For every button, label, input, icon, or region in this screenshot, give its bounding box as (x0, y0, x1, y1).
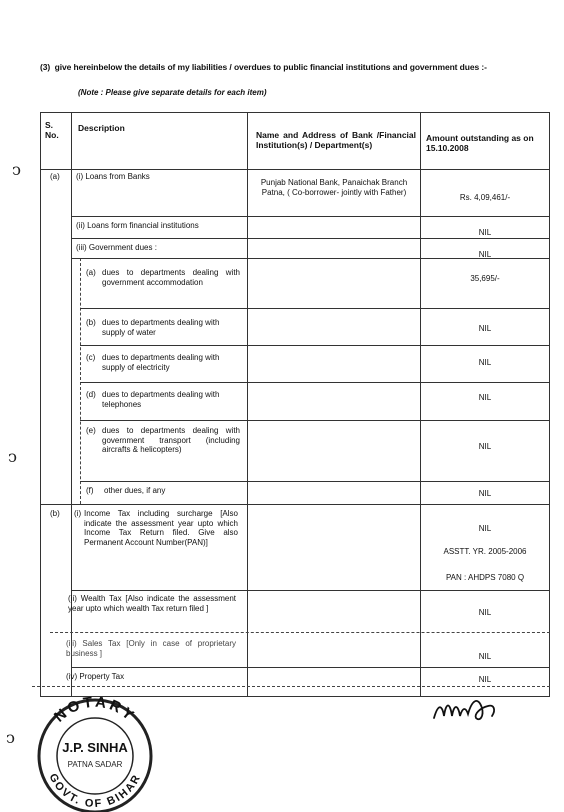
row-b-i-description: Income Tax including surcharge [Also indicate the assessment year upto which Income Tax Return filed. Give also Permanent Account Number(PAN)] (84, 509, 238, 547)
row-a-ii-amount: NIL (478, 228, 492, 237)
sub-a-label: (a) (86, 268, 96, 277)
margin-mark-3: ↄ (6, 728, 15, 747)
row-b-i-amount-1: NIL (478, 524, 492, 533)
section-intro (40, 62, 487, 72)
stamp-place: PATNA SADAR (67, 760, 123, 769)
sub-a-description: dues to departments dealing with government accommodation (102, 268, 240, 287)
sub-a-amount: 35,695/- (470, 274, 500, 283)
row-a-i-amount: Rs. 4,09,461/- (459, 193, 511, 202)
row-b-i-amount-3: PAN : AHDPS 7080 Q (445, 573, 525, 582)
row-a-iii-amount: NIL (478, 250, 492, 259)
header-bank: Name and Address of Bank /Financial Institution(s) / Department(s) (256, 130, 416, 150)
svg-text:GOVT. OF BIHAR (46, 772, 143, 811)
row-a-ii-description: (ii) Loans form financial institutions (76, 221, 199, 230)
header-sno: S. No. (45, 120, 59, 140)
sub-d-label: (d) (86, 390, 96, 399)
sub-b-description: dues to departments dealing with supply of water (102, 318, 220, 337)
margin-mark-1: ↄ (12, 160, 21, 179)
row-b-iii-amount: NIL (478, 652, 492, 661)
sub-d-description: dues to departments dealing with telephones (102, 390, 220, 409)
row-a-i-bank: Punjab National Bank, Panaichak Branch Patna, ( Co-borrower- jointly with Father) (260, 178, 408, 197)
row-b-label: (b) (50, 509, 60, 518)
signature (430, 690, 500, 730)
section-intro-text: give hereinbelow the details of my liabilities / overdues to public financial institutions and government dues :- (54, 62, 487, 72)
row-b-ii-description: (ii) Wealth Tax [Also indicate the assessment year upto which wealth Tax return filed ] (68, 594, 236, 613)
row-b-iv-amount: NIL (478, 675, 492, 684)
sub-e-label: (e) (86, 426, 96, 435)
header-amount: Amount outstanding as on 15.10.2008 (426, 133, 534, 153)
section-number: (3) (40, 62, 51, 72)
sub-e-amount: NIL (478, 442, 492, 451)
row-b-i-label: (i) (74, 509, 82, 518)
margin-mark-2: ↄ (8, 447, 17, 466)
sub-f-amount: NIL (478, 489, 492, 498)
row-b-i-amount-2: ASSTT. YR. 2005-2006 (443, 547, 527, 556)
row-a-iii-description: (iii) Government dues : (76, 243, 157, 252)
sub-d-amount: NIL (478, 393, 492, 402)
notary-stamp (30, 692, 160, 812)
sub-f-label: (f) (86, 486, 94, 495)
sub-e-description: dues to departments dealing with government transport (including aircrafts & helicopters) (102, 426, 240, 454)
row-b-ii-amount: NIL (478, 608, 492, 617)
header-description: Description (78, 123, 125, 133)
stamp-top-text: NOTARY (50, 693, 140, 726)
row-a-i-description: (i) Loans from Banks (76, 172, 150, 181)
svg-text:NOTARY (51, 694, 139, 726)
sub-c-description: dues to departments dealing with supply of electricity (102, 353, 220, 372)
sub-b-amount: NIL (478, 324, 492, 333)
stamp-name: J.P. SINHA (62, 740, 128, 755)
row-b-iii-description: (iii) Sales Tax [Only in case of proprietary business ] (66, 639, 236, 658)
stamp-bottom-text: GOVT. OF BIHAR (46, 771, 144, 811)
sub-f-description: other dues, if any (104, 486, 166, 495)
row-b-iv-description: (iv) Property Tax (66, 672, 125, 681)
note-text: (Note : Please give separate details for each item) (78, 88, 267, 97)
sub-b-label: (b) (86, 318, 96, 327)
sub-c-label: (c) (86, 353, 96, 362)
row-a-label: (a) (50, 172, 60, 181)
sub-c-amount: NIL (478, 358, 492, 367)
